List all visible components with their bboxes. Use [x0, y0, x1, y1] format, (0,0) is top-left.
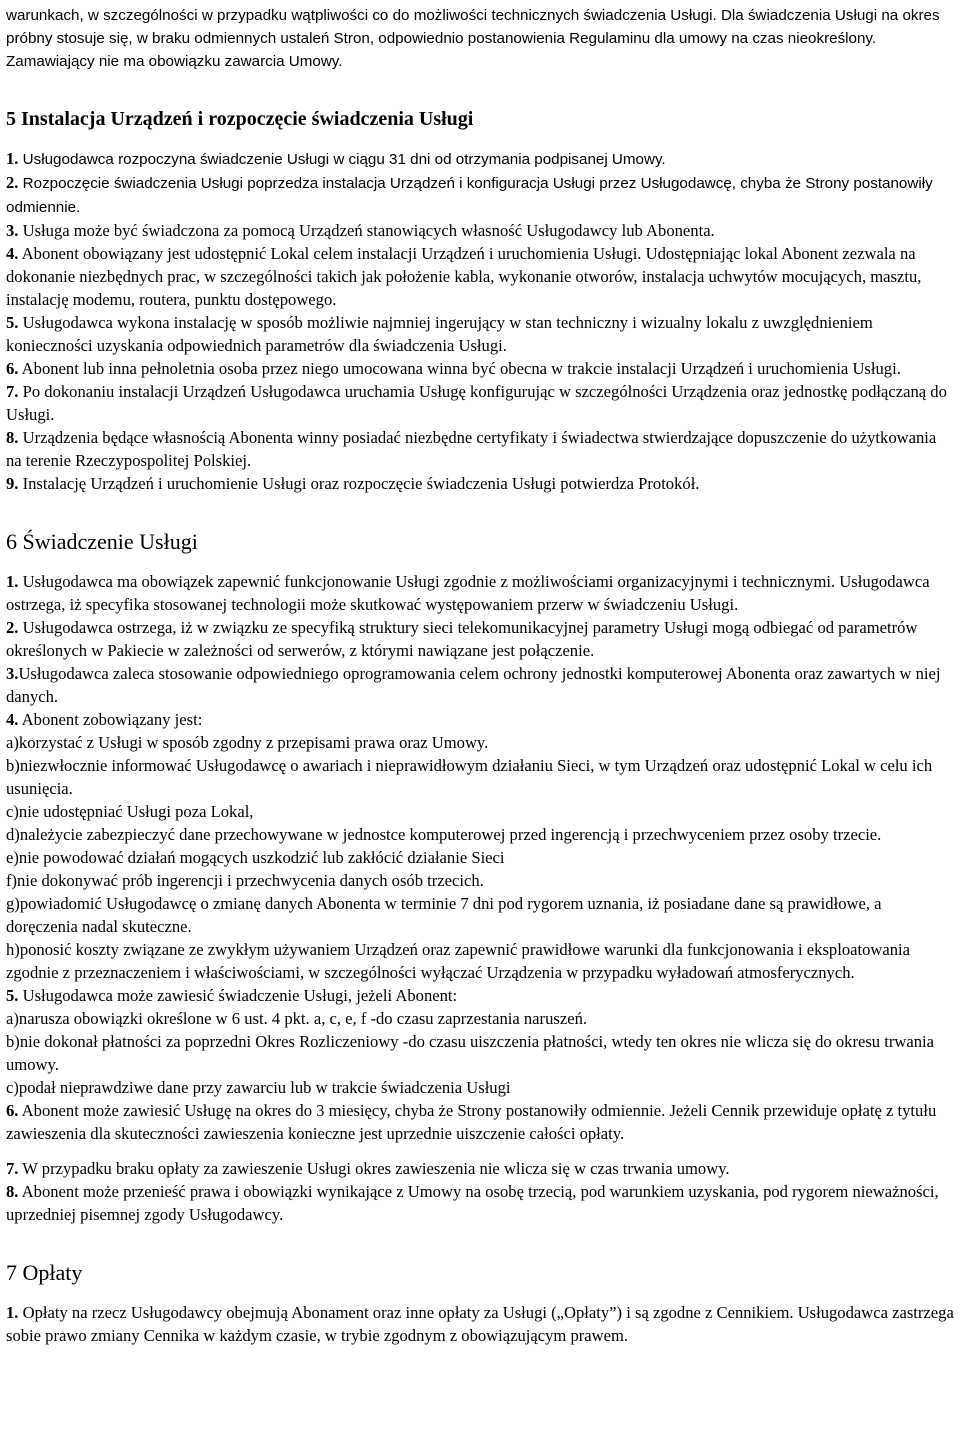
item-text: W przypadku braku opłaty za zawieszenie Usługi okres zawieszenia nie wlicza się w czas trwania umowy.: [18, 1159, 730, 1178]
item-text: Abonent może zawiesić Usługę na okres do 3 miesięcy, chyba że Strony postanowiły odmiennie. Jeżeli Cennik przewiduje opłatę z tytułu zawieszenia dla skuteczności zawieszenia konieczne jest uprzednie uiszczenie całości opłaty.: [6, 1101, 937, 1143]
s6-item-3: [6, 662, 954, 708]
s6-item-6: [6, 1099, 954, 1145]
s6-item-1: [6, 570, 954, 616]
s5-item-5: [6, 311, 954, 357]
item-number: 2.: [6, 173, 19, 192]
item-number: 3.: [6, 221, 19, 240]
item-text: Abonent lub inna pełnoletnia osoba przez niego umocowana winna być obecna w trakcie instalacji Urządzeń i uruchomienia Usługi.: [18, 359, 901, 378]
item-text: Usługodawca ostrzega, iż w związku ze specyfiką struktury sieci telekomunikacyjnej parametry Usługi mogą odbiegać od parametrów określonych w Pakiecie w zależności od serwerów, z którymi nawiązane jest połączenie.: [6, 618, 918, 660]
s6-subitem-e: e)nie powodować działań mogących uszkodzić lub zakłócić działanie Sieci: [6, 848, 505, 867]
item-text: Opłaty na rzecz Usługodawcy obejmują Abonament oraz inne opłaty za Usługi („Opłaty”) i są zgodne z Cennikiem. Usługodawca zastrzega sobie prawo zmiany Cennika w każdym czasie, w trybie zgodnym z obowiązującym prawem.: [6, 1303, 954, 1345]
item-number: 8.: [6, 1182, 19, 1201]
s5-item-7: [6, 380, 954, 426]
item-text: Abonent zobowiązany jest:: [18, 710, 203, 729]
item-text: Urządzenia będące własnością Abonenta winny posiadać niezbędne certyfikaty i świadectwa stwierdzające dopuszczenie do użytkowania na terenie Rzeczypospolitej Polskiej.: [6, 428, 937, 470]
item-number: 2.: [6, 618, 19, 637]
section-7-title: 7 Opłaty: [6, 1260, 83, 1285]
item-text: Abonent może przenieść prawa i obowiązki wynikające z Umowy na osobę trzecią, pod warunkiem uzyskania, pod rygorem nieważności, uprzedniej pisemnej zgody Usługodawcy.: [6, 1182, 939, 1224]
s6-item-5: [6, 984, 954, 1007]
s6-subitem-h: h)ponosić koszty związane ze zwykłym używaniem Urządzeń oraz zapewnić prawidłowe warunki dla funkcjonowania i eksploatowania zgodnie z przeznaczeniem i właściwościami, w szczególności wyłączać Urządzenia w przypadku wyładowań atmosferycznych.: [6, 940, 911, 982]
s6-subitem-a: a)korzystać z Usługi w sposób zgodny z przepisami prawa oraz Umowy.: [6, 733, 489, 752]
item-text: Po dokonaniu instalacji Urządzeń Usługodawca uruchamia Usługę konfigurując w szczególności Urządzenia oraz jednostkę podłączaną do Usługi.: [6, 382, 947, 424]
item-text: Usługa może być świadczona za pomocą Urządzeń stanowiących własność Usługodawcy lub Abonenta.: [18, 221, 715, 240]
section-6-title: 6 Świadczenie Usługi: [6, 529, 198, 554]
item-text: Usługodawca ma obowiązek zapewnić funkcjonowanie Usługi zgodnie z możliwościami organizacyjnymi i technicznymi. Usługodawca ostrzega, iż specyfika stosowanej technologii może skutkować występowaniem przerw w świadczeniu Usługi.: [6, 572, 930, 614]
item-number: 1.: [6, 1303, 19, 1322]
s6-subitem-d: d)należycie zabezpieczyć dane przechowywane w jednostce komputerowej przed ingerencją i przechwyceniem przez osoby trzecie.: [6, 825, 882, 844]
s6-item-2: [6, 616, 954, 662]
s6-subitem-g: g)powiadomić Usługodawcę o zmianę danych Abonenta w terminie 7 dni pod rygorem uznania, iż posiadane dane są prawidłowe, a doręczenia nadal skuteczne.: [6, 894, 882, 936]
intro-paragraph: warunkach, w szczególności w przypadku wątpliwości co do możliwości technicznych świadczenia Usługi. Dla świadczenia Usługi na okres próbny stosuje się, w braku odmiennych ustaleń Stron, odpowiednio postanowienia Regulaminu dla umowy na czas nieokreślony. Zamawiający nie ma obowiązku zawarcia Umowy.: [6, 7, 940, 70]
s6-item-8: [6, 1180, 954, 1226]
s5-item-6: [6, 357, 954, 380]
item-text: Usługodawca wykona instalację w sposób możliwie najmniej ingerujący w stan techniczny i wizualny lokalu z uwzględnieniem konieczności uzyskania odpowiednich parametrów dla świadczenia Usługi.: [6, 313, 873, 355]
item-number: 1.: [6, 149, 19, 168]
item-number: 5.: [6, 313, 19, 332]
section-7: [6, 1259, 954, 1347]
item-number: 3.: [6, 664, 19, 683]
item-number: 7.: [6, 1159, 19, 1178]
section-5: [6, 105, 954, 495]
item-text: Usługodawca rozpoczyna świadczenie Usługi w ciągu 31 dni od otrzymania podpisanej Umowy.: [18, 151, 666, 168]
item-number: 5.: [6, 986, 19, 1005]
item-number: 6.: [6, 359, 19, 378]
s6-subitem-c: c)nie udostępniać Usługi poza Lokal,: [6, 802, 254, 821]
s5-item-2: [6, 171, 954, 219]
s7-item-1: [6, 1301, 954, 1347]
s6-subitem-b: b)niezwłocznie informować Usługodawcę o awariach i nieprawidłowym działaniu Sieci, w tym Urządzeń oraz udostępnić Lokal w celu ich usunięcia.: [6, 756, 933, 798]
s6-subitem-f: f)nie dokonywać prób ingerencji i przechwycenia danych osób trzecich.: [6, 871, 484, 890]
item-number: 6.: [6, 1101, 19, 1120]
item-text: Instalację Urządzeń i uruchomienie Usługi oraz rozpoczęcie świadczenia Usługi potwierdza Protokół.: [18, 474, 700, 493]
s6-5-subitem-c: c)podał nieprawdziwe dane przy zawarciu lub w trakcie świadczenia Usługi: [6, 1078, 511, 1097]
item-text: Usługodawca zaleca stosowanie odpowiedniego oprogramowania celem ochrony jednostki komputerowej Abonenta oraz zawartych w niej danych.: [6, 664, 941, 706]
item-number: 4.: [6, 710, 19, 729]
s5-item-9: [6, 472, 954, 495]
section-5-title: 5 Instalacja Urządzeń i rozpoczęcie świadczenia Usługi: [6, 108, 474, 130]
s5-item-4: [6, 242, 954, 311]
item-number: 9.: [6, 474, 19, 493]
s5-item-1: [6, 147, 954, 171]
item-number: 4.: [6, 244, 19, 263]
item-text: Usługodawca może zawiesić świadczenie Usługi, jeżeli Abonent:: [18, 986, 458, 1005]
section-6: [6, 528, 954, 1226]
item-number: 8.: [6, 428, 19, 447]
s6-5-subitem-b: b)nie dokonał płatności za poprzedni Okres Rozliczeniowy -do czasu uiszczenia płatności, wtedy ten okres nie wlicza się do okresu trwania umowy.: [6, 1032, 935, 1074]
s5-item-8: [6, 426, 954, 472]
item-text: Abonent obowiązany jest udostępnić Lokal celem instalacji Urządzeń i uruchomienia Usługi. Udostępniając lokal Abonent zezwala na dokonanie niezbędnych prac, w szczególności takich jak położenie kabla, wykonanie otworów, instalacja uchwytów mocujących, masztu, instalację modemu, routera, punktu dostępowego.: [6, 244, 922, 309]
item-number: 7.: [6, 382, 19, 401]
s6-item-7: [6, 1157, 954, 1180]
s6-item-4: [6, 708, 954, 731]
s6-5-subitem-a: a)narusza obowiązki określone w 6 ust. 4 pkt. a, c, e, f -do czasu zaprzestania naruszeń.: [6, 1009, 588, 1028]
s5-item-3: [6, 219, 954, 242]
item-text: Rozpoczęcie świadczenia Usługi poprzedza instalacja Urządzeń i konfiguracja Usługi przez Usługodawcę, chyba że Strony postanowiły odmiennie.: [6, 175, 933, 216]
item-number: 1.: [6, 572, 19, 591]
